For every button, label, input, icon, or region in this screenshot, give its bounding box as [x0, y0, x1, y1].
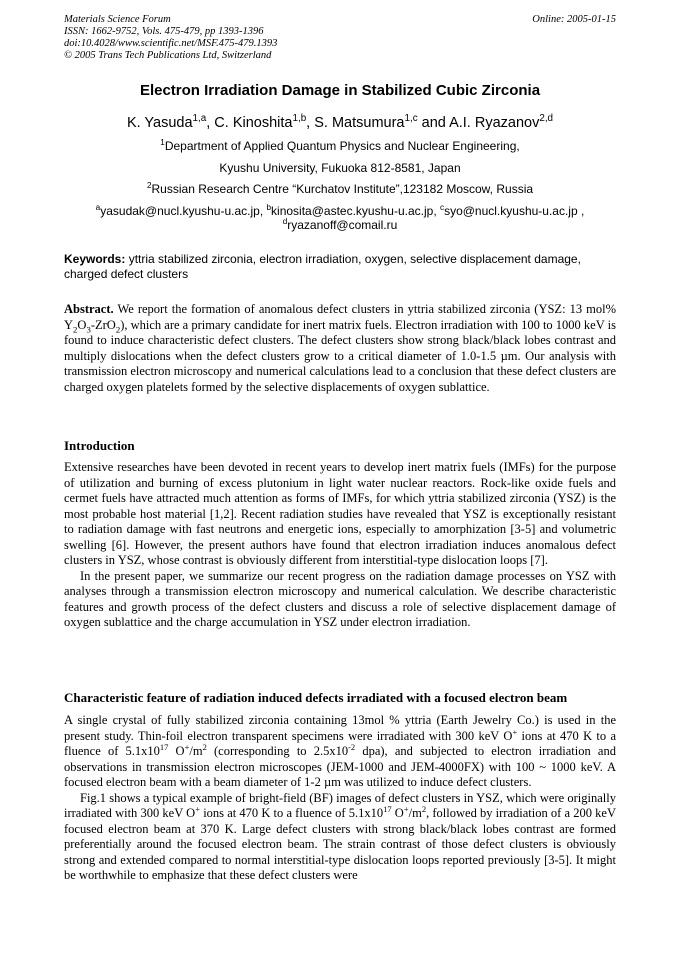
author-separator: ,	[306, 115, 315, 131]
keywords-label: Keywords:	[64, 252, 126, 266]
affiliation-text: Russian Research Centre “Kurchatov Institute”,123182 Moscow, Russia	[151, 182, 534, 196]
journal-name: Materials Science Forum	[64, 14, 171, 25]
email-link[interactable]: kinosita@astec.kyushu-u.ac.jp	[271, 204, 434, 218]
affiliation-1-line-1	[64, 139, 616, 153]
email-mark: b	[266, 203, 272, 212]
abstract-text: We report the formation of anomalous defect clusters in yttria stabilized zirconia (YSZ: 13 mol% Y	[64, 302, 616, 332]
abstract-text: O	[77, 317, 87, 332]
email-link[interactable]: yasudak@nucl.kyushu-u.ac.jp	[100, 204, 260, 218]
online-date: Online: 2005-01-15	[532, 14, 616, 25]
journal-header	[64, 14, 616, 62]
author-affiliation-mark: 1,c	[404, 113, 418, 125]
subscript: 2	[73, 324, 78, 334]
author-name: A.I. Ryazanov	[449, 115, 540, 131]
email-separator: ,	[259, 204, 267, 218]
affiliation-text: Department of Applied Quantum Physics and Nuclear Engineering,	[164, 139, 520, 153]
email-link[interactable]: syo@nucl.kyushu-u.ac.jp	[444, 204, 578, 218]
paragraph: A single crystal of fully stabilized zirconia containing 13mol % yttria (Earth Jewelry Co.) is used in the present study. Thin-foil electron transparent specimens were irradiated with 300 keV O+ ions at 470 K to a fluence of $5.1x10^{17}$ $O^+/m^2$ (corresponding to $2.5x10^{-2}$ dpa), and subjected to electron irradiation and observations in transmission electron microscopes (JEM-1000 and JEM-4000FX) with 100 ~ 1000 keV. A focused electron beam with a beam diameter of 1-2 µm was utilized to induce defect clusters.	[64, 713, 616, 789]
paragraph: Fig.1 shows a typical example of bright-field (BF) images of defect clusters in YSZ, which were originally irradiated with 300 keV O+ ions at 470 K to a fluence of $5.1x10^{17}$ $O^+/m^2$, followed by irradiation of a 200 keV focused electron beam at 370 K. Large defect clusters with strong black/black lobes contrast are formed preferentially around the focused electron beam. The strain contrast of those defect clusters is obviously strong and extended compared to normal interstitial-type dislocation loops reported previously [3-5]. It might be worthwhile to emphasize that these defect clusters were	[64, 790, 616, 882]
abstract-text: ), which are a primary candidate for inert matrix fuels. Electron irradiation with 100 to 1000 keV is found to induce characteristic defect clusters. The defect clusters show strong black/black lobes contrast and multiply dislocations when the defect clusters grow to a critical diameter of 1.0-1.5 µm. Our analysis with transmission electron microscopy and numerical calculations lead to a conclusion that these defect clusters are charged oxygen platelets formed by the selective displacements of oxygen sublattice.	[64, 317, 616, 394]
keywords-text: yttria stabilized zirconia, electron irradiation, oxygen, selective displacement damage, charged defect clusters	[64, 252, 581, 281]
email-link[interactable]: ryazanoff@comail.ru	[287, 218, 398, 232]
subscript: 2	[115, 324, 121, 334]
email-list	[60, 204, 620, 232]
email-mark: a	[95, 203, 101, 212]
section-heading: Characteristic feature of radiation induced defects irradiated with a focused electron beam	[64, 690, 568, 705]
copyright-line: © 2005 Trans Tech Publications Ltd, Switzerland	[64, 50, 272, 61]
subscript: 3	[86, 324, 91, 334]
email-mark: c	[439, 203, 445, 212]
author-list	[64, 115, 616, 131]
affiliation-2	[64, 182, 616, 196]
author-name: K. Yasuda	[126, 115, 193, 131]
section-body	[64, 713, 616, 884]
introduction-heading: Introduction	[64, 438, 135, 453]
email-separator: ,	[577, 204, 585, 218]
paragraph: In the present paper, we summarize our recent progress on the radiation damage processes on YSZ with analyses through a transmission electron microscopy and numerical calculation. We describe characteristic features and growth process of the defect clusters and discuss a role of selective displacement damage of oxygen sublattice and the charge accumulation in YSZ under electron irradiation.	[64, 568, 616, 629]
author-name: C. Kinoshita	[214, 115, 293, 131]
email-mark: d	[282, 217, 288, 226]
introduction-body	[64, 460, 616, 631]
abstract-label: Abstract.	[64, 302, 114, 316]
author-affiliation-mark: 1,a	[192, 113, 207, 125]
issn-line: ISSN: 1662-9752, Vols. 475-479, pp 1393-1396	[64, 26, 264, 37]
paper-title: Electron Irradiation Damage in Stabilized Cubic Zirconia	[139, 82, 541, 99]
affiliation-mark: 2	[146, 181, 152, 190]
author-separator: ,	[206, 115, 215, 131]
keywords	[64, 252, 616, 282]
abstract	[64, 302, 616, 395]
affiliation-mark: 1	[160, 138, 165, 147]
email-separator: ,	[433, 204, 440, 218]
paragraph: Extensive researches have been devoted in recent years to develop inert matrix fuels (IMFs) for the purpose of utilization and burning of excess plutonium in light water nuclear reactors. Rock-like oxide fuels and cermet fuels have attracted much attention as forms of IMFs, for which yttria stabilized zirconia (YSZ) is the most probable host material [1,2]. Recent radiation studies have revealed that YSZ is exceptionally resistant to radiation damage with fast neutrons and energetic ions, especially to amorphization [3-5] and volumetric swelling [6]. However, the present authors have found that electron irradiation induces anomalous defect clusters in YSZ, whose contrast is obviously different from interstitial-type dislocation loops [7].	[64, 460, 616, 567]
author-affiliation-mark: 2,d	[539, 113, 554, 125]
author-affiliation-mark: 1,b	[292, 113, 307, 125]
author-separator: and	[417, 115, 450, 131]
author-name: S. Matsumura	[314, 115, 405, 131]
doi-line: doi:10.4028/www.scientific.net/MSF.475-479.1393	[64, 38, 278, 49]
abstract-text: -ZrO	[90, 317, 116, 332]
affiliation-1-line-2: Kyushu University, Fukuoka 812-8581, Japan	[219, 161, 461, 175]
